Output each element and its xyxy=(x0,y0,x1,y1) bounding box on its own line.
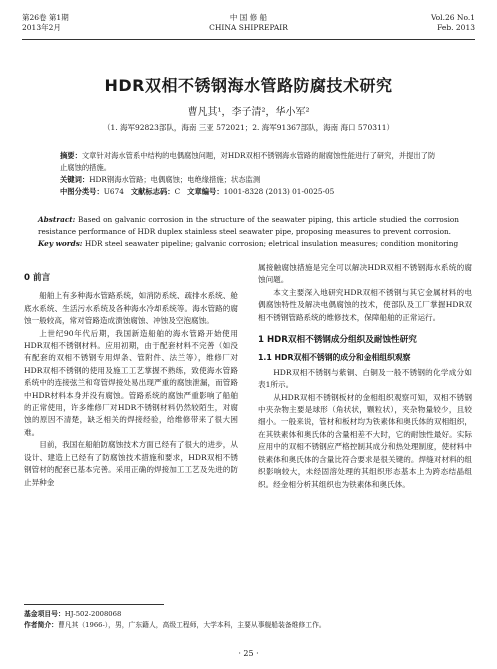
journal-name-cn: 中 国 修 船 xyxy=(229,13,268,22)
header-right xyxy=(431,13,475,33)
fund-number: HJ-502-2008068 xyxy=(64,610,122,618)
date-en: Feb. 2013 xyxy=(437,23,475,32)
subsection-heading-1-1: 1.1 HDR双相不锈钢的成分和金相组织观察 xyxy=(258,353,411,363)
body-paragraph: HDR双相不锈钢与紫铜、白铜及一般不锈钢的化学成分如表1所示。 xyxy=(258,367,472,390)
author-bio-line xyxy=(24,620,473,631)
header-divider xyxy=(22,39,475,40)
doc-code-label: 文献标志码： xyxy=(130,187,175,196)
doc-code: C xyxy=(174,187,181,196)
author-bio: 曹凡其（1966-），男，广东籍人，高级工程师，大学本科，主要从事舰船装备维修工作。 xyxy=(57,621,326,629)
section-heading-1: 1 HDR双相不锈钢成分组织及耐蚀性研究 xyxy=(258,335,417,346)
body-paragraph: 从HDR双相不锈钢板材的金相组织观察可知，双相不锈钢中夹杂物主要是球形（角状状，颗粒状），夹杂物量较少，且较细小。一般来说，管材和板材均为铁素体和奥氏体的双相组织，在其铁素体和奥氏体的含量相差不大时，它的耐蚀性最好。实际应用中的双相不锈钢应严格控制其成分和热处理制度，使材料中铁素体和奥氏体的含量比符合要求是很关键的。焊缝对材料的组织影响较大，未经固溶处理的其组织形态基本上为跨态结晶组织。经金相分析其组织也为铁素体和奥氏体。 xyxy=(258,392,472,489)
author-affiliation: （1. 海军92823部队，海南 三亚 572021；2. 海军91367部队，海南 海口 570311） xyxy=(102,123,395,132)
body-paragraph: 属接触腐蚀措施是完全可以解决HDR双相不锈钢海水系统的腐蚀问题。 xyxy=(258,263,472,285)
classification-line xyxy=(60,186,437,198)
article-title: HDR双相不锈钢海水管路防腐技术研究 xyxy=(104,76,393,95)
keywords-en-line xyxy=(38,238,459,250)
clc-label: 中图分类号： xyxy=(60,187,104,196)
section-heading-0: 0 前言 xyxy=(24,273,51,283)
body-left-column xyxy=(24,262,238,489)
date-cn: 2013年2月 xyxy=(22,23,61,32)
abstract-cn-paragraph xyxy=(60,150,437,174)
keywords-en: HDR steel seawater pipeline; galvanic corrosion; eletrical insulation measures; condition monitoring xyxy=(84,239,459,248)
body-paragraph: 船舶上有多种海水管路系统，如消防系统、疏排水系统、舱底水系统、生活污水系统及各种海水冷却系统等。海水管路的腐蚀一般较高，常对管路造成溃蚀腐蚀、冲蚀及空泡腐蚀。 xyxy=(24,291,238,326)
keywords-en-label: Key words: xyxy=(38,239,83,248)
volume-issue-cn: 第26卷 第1期 xyxy=(22,13,69,22)
fund-line xyxy=(24,609,473,620)
article-number: 1001-8328 (2013) 01-0025-05 xyxy=(223,187,335,196)
footnotes xyxy=(24,609,473,631)
header-center xyxy=(0,13,497,33)
keywords-cn: HDR钢海水管路；电偶腐蚀；电绝缘措施；状态监测 xyxy=(89,175,261,184)
body-paragraph: 本文主要深入地研究HDR双相不锈钢与其它金属材料的电偶腐蚀特性及解决电偶腐蚀的技术，使部队及工厂掌握HDR双相不锈钢管路系统的维修技术，保障船舶的正常运行。 xyxy=(258,287,472,322)
fund-label: 基金项目号： xyxy=(24,610,65,618)
keywords-cn-line xyxy=(60,174,437,186)
keywords-cn-label: 关键词： xyxy=(60,175,90,184)
body-paragraph: 上世纪90年代后期，我国新造船舶的海水管路开始使用HDR双相不锈钢材料。应用初期，由于配套材料不完善（如没有配套的双相不锈钢专用焊条、管附件、法兰等），维修厂对HDR双相不锈钢的使用及施工工艺掌握不熟练，致使海水管路系统中的连接弦兰和弯管焊接处易出现严重的腐蚀泄漏，而管路中HDR材料本身并没有腐蚀。管路系统的腐蚀严重影响了船舶的正常使用，许多维修厂对HDR不锈钢材料仍然较陌生，对腐蚀的原因不清楚，缺乏相关的焊接经验，给维修带来了很大困难。 xyxy=(24,328,238,437)
page-number: · 25 · xyxy=(238,649,259,658)
article-authors: 曹凡其¹，李子清²，华小军² xyxy=(187,107,310,118)
body-paragraph: 目前，我国在船舶防腐蚀技术方面已经有了很大的进步，从设计、建造上已经有了防腐蚀技术措施和要求，HDR双相不锈钢管材的配套已基本完善。采用正确的焊接加工工艺及先进的防止异种金 xyxy=(24,440,238,487)
author-bio-label: 作者简介： xyxy=(24,621,58,629)
clc-code: U674 xyxy=(103,187,124,196)
body-right-column xyxy=(258,262,472,491)
abstract-en xyxy=(38,214,459,250)
abstract-en-paragraph xyxy=(38,214,459,238)
volume-issue-en: Vol.26 No.1 xyxy=(430,13,475,22)
abstract-en-label: Abstract: xyxy=(38,215,76,224)
footnote-divider xyxy=(24,604,164,605)
abstract-cn-text: 文章针对海水管系中结构的电偶腐蚀问题，对HDR双相不锈钢海水管路的耐腐蚀性能进行了研究，并提出了防止腐蚀的措施。 xyxy=(60,151,436,172)
article-number-label: 文章编号： xyxy=(187,187,224,196)
abstract-cn-label: 摘要： xyxy=(60,151,82,160)
journal-name-en: CHINA SHIPREPAIR xyxy=(209,23,288,32)
abstract-cn xyxy=(60,150,437,198)
abstract-en-text: Based on galvanic corrosion in the structure of the seawater piping, this article studied the corrosion resistance performance of HDR duplex stainless steel seawater pipe, proposing measures to prevent corrosion. xyxy=(38,215,459,236)
